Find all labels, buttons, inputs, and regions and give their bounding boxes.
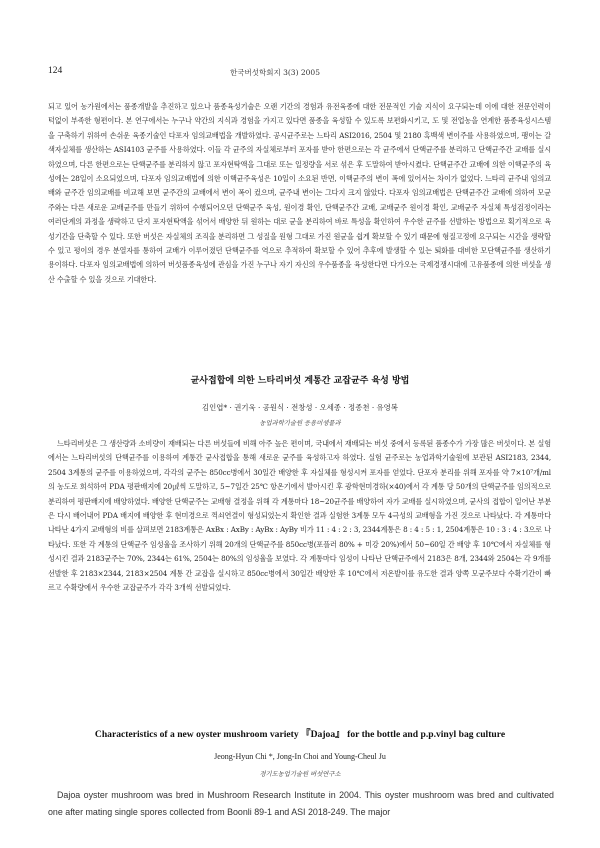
korean-abstract-text: 느타리버섯은 그 생산량과 소비량이 재배되는 다른 버섯들에 비해 아주 높은 편이며, 국내에서 재배되는 버섯 중에서 등록된 품종수가 가장 많은 버섯이다. 본 실험에서는 느타리버섯의 단핵균주를 이용하여 계통간 균사접합을 통해 새로운 균주를 육성하고자 하였다. 실험 균주로는 농업과학기술원에 보관된 ASI2183, 2344, 2504 3계통의 균주를 이용하였으며, 각각의 균주는 850cc병에서 30일간 배양한 후 자실체를 형성시켜 포자를 얻었다. 단포자 분리를 위해 포자를 약 7×10⁷개/ml의 농도로 희석하여 PDA 평판배지에 20㎕씩 도말하고, 5~7일간 25℃ 항온기에서 발아시킨 후 광학현미경하(×40)에서 각 계통 당 50개의 단핵균주를 임의적으로 분리하여 평판배지에 배양하였다. 배양한 단핵균주는 교배형 결정을 위해 각 계통마다 18~20균주를 배양하여 자가 교배를 실시하였으며, 균사의 접합이 일어난 부분은 다시 배어내어 PDA 배지에 배양한 후 현미경으로 꺽쇠연결이 형성되었는지 확인한 결과 실험한 3계통 모두 4극성의 교배형을 가진 것으로 나타났다. 각 계통마다 나타난 4가지 교배형의 비를 살펴보면 2183계통은 AxBx : AxBy : AyBx : AyBy 비가 11 : 4 : 2 : 3, 2344계통은 8 : 4 : 5 : 1, 2504계통은 10 : 3 : 4 : 3으로 나타났다. 또한 각 계통의 단핵균주 임성율을 조사하기 위해 20개의 단핵균주를 850cc병(포플러 80% + 미강 20%)에서 50~60일 간 배양 후 10℃에서 자실체를 형성시킨 결과 2183균주는 70%, 2344는 61%, 2504는 80%의 임성율을 보였다. 각 계통마다 임성이 나타난 단핵균주에서 2183은 8개, 2344와 2504는 각 9개를 선발한 후 2183×2344, 2183×2504 계통 간 교잡을 실시하고 850cc병에서 30일간 배양한 후 10℃에서 저온발이를 유도한 결과 양쪽 모균주보다 수확기간이 빠르고 수확량에서 우수한 교잡균주가 각각 3개씩 선발되었다. xyxy=(48,439,551,593)
english-article-authors: Jeong-Hyun Chi *, Jong-In Choi and Young-Cheul Ju xyxy=(214,752,386,761)
korean-abstract xyxy=(48,437,551,595)
page-number: 124 xyxy=(48,66,63,76)
english-article-affiliation: 경기도농업기술원 버섯연구소 xyxy=(259,771,341,778)
running-header: 한국버섯학회지 3(3) 2005 xyxy=(230,68,320,77)
english-article-title: Characteristics of a new oyster mushroom variety 『Dajoa』 for the bottle and p.p.vinyl bag culture xyxy=(94,729,506,740)
english-abstract xyxy=(48,787,554,821)
korean-article-title: 균사접합에 의한 느타리버섯 계통간 교잡균주 육성 방법 xyxy=(190,376,410,386)
intro-paragraph: 되고 있어 농가원에서는 품종개발을 추진하고 있으나 품종육성기술은 오랜 기간의 경험과 유전육종에 대한 전문적인 기술 지식이 요구되는데 이에 대한 전문인력이 턱없이 부족한 형편이다. 본 연구에서는 누구나 약간의 지식과 경험을 가지고 있다면 품종을 육성할 수 있도록 보편화시키고, 도 및 전업농을 연계한 품종육성시스템을 구축하기 위하여 손쉬운 육종기술인 다포자 임의교배법을 개발하였다. 공시균주로는 느타리 ASI2016, 2504 및 2180 흑백색 변이주를 사용하였으며, 팽이는 갈색자실체를 생산하는 ASI4103 균주를 사용하였다. 이들 각 균주의 자실체로부터 포자를 받아 한편으로는 각 균주에서 단핵균주를 분리하고 단핵균주간 교배를 실시하였으며, 다른 한편으로는 단핵균주를 분리하지 않고 포자현탁액을 그대로 또는 일정량을 서로 섞은 후 도말하여 받아시켰다. 단핵균주간 교배에 의한 이핵균주의 육성에는 28일이 소요되었으며, 다포자 임의교배법에 의한 이핵균주육성은 10일이 소요된 반면, 이핵균주의 변이 폭에 있어서는 차이가 없었다. 느타리 균주내 임의교배와 균주간 임의교배를 비교해 보면 균주간의 교배에서 변이 폭이 컸으며, 균주내 변이는 그다지 크지 않았다. 다포자 임의교배법은 단핵균주간 교배에 의하여 모균주와는 다른 새로운 교배균주를 만들기 위하여 수행되어오던 단핵균주 육성, 원이경 확인, 단핵균주간 교배, 교배균주 원이경 확인, 교배균주 자실체 특성검정이라는 여러단계의 과정을 생략하고 단지 포자현탁액을 섞어서 배양한 뒤 원하는 대로 균을 분리하여 바로 특성을 확인하여 우수한 균주를 선발하는 방법으로 획기적으로 육성기간을 단축할 수 있다. 또한 버섯은 자실체의 조직을 분리하면 그 성질을 원형 그대로 가진 원균을 쉽게 확보할 수 있기 때문에 형질고정에 요구되는 시간을 생략할 수 있고 평이의 경우 분열자를 통하여 교배가 이루어졌던 단핵균주를 역으로 추적하여 확보할 수 있어 추후에 발생할 수 있는 퇴화를 대비한 모단핵균주를 생산하기 용이하다. 다포자 임의교배법에 의하여 버섯품종육성에 관심을 가진 누구나 자기 자신의 우수품종을 육성한다면 다가오는 국제경쟁시대에 고유품종에 의한 버섯을 생산 수출할 수 있을 것으로 기대한다. xyxy=(48,102,551,284)
korean-article-authors: 김인엽* · 권기욱 · 공원식 · 전창성 · 오세종 · 정종천 · 유영복 xyxy=(202,403,398,412)
korean-article-affiliation: 농업과학기술원 응용미생물과 xyxy=(259,420,341,427)
english-abstract-text: Dajoa oyster mushroom was bred in Mushroom Research Institute in 2004. This oyster mushroom was bred and cultivated one after mating single spores collected from Boonli 89-1 and ASI 2018-249. The major xyxy=(48,790,554,818)
intro-section xyxy=(48,100,551,287)
